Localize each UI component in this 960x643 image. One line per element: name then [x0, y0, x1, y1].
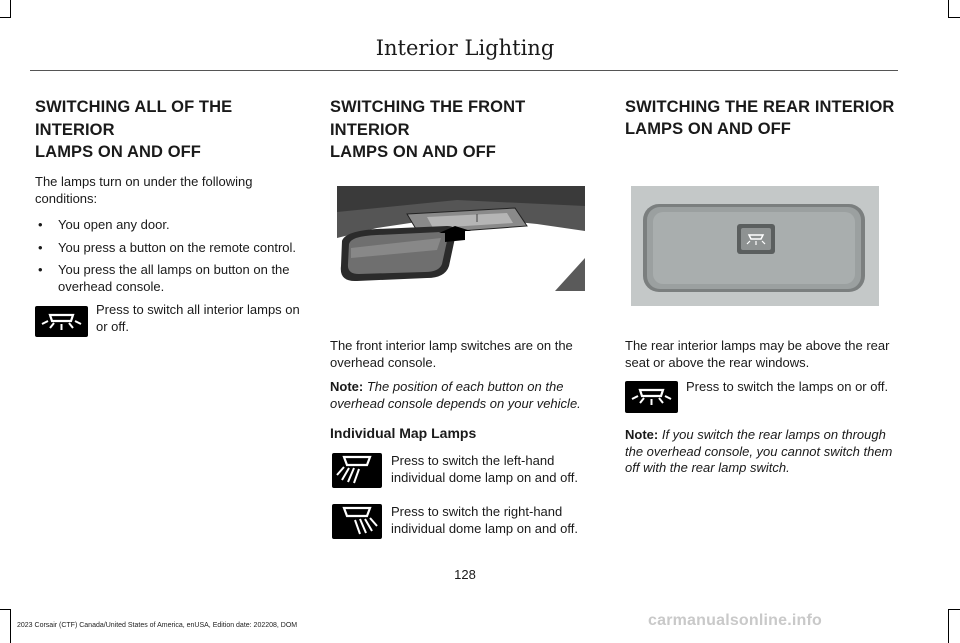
- left-map-lamp-instruction: Press to switch the left-hand individual dome lamp on and off.: [391, 453, 578, 485]
- right-map-lamp-row: [330, 502, 602, 544]
- section-heading-line2: LAMPS ON AND OFF: [625, 120, 791, 138]
- dome-lamp-icon: [625, 381, 678, 413]
- crop-mark-top-left-v: [10, 0, 11, 18]
- left-map-lamp-icon: [332, 453, 382, 488]
- section-heading-line2: LAMPS ON AND OFF: [35, 143, 201, 161]
- rear-note: [625, 427, 897, 477]
- all-lamps-instruction: Press to switch all interior lamps on or off.: [96, 302, 300, 334]
- conditions-list: [35, 217, 310, 295]
- overhead-console-photo: [337, 186, 585, 291]
- section-heading-line1: SWITCHING THE FRONT INTERIOR: [330, 98, 526, 139]
- rear-lamp-switch-photo: [631, 186, 879, 306]
- list-item: • You open any door.: [35, 217, 310, 234]
- right-map-lamp-instruction: Press to switch the right-hand individual dome lamp on and off.: [391, 504, 578, 536]
- intro-paragraph: The lamps turn on under the following conditions:: [35, 174, 253, 206]
- dome-lamp-icon: [35, 306, 88, 337]
- page-number: 128: [454, 567, 476, 582]
- front-lamps-body: [330, 338, 602, 544]
- rear-lamp-icon-row: [625, 378, 897, 420]
- all-lamps-icon-row: [35, 303, 310, 343]
- section-all-lamps: [35, 96, 310, 343]
- list-item: • You press a button on the remote control.: [35, 240, 310, 257]
- rear-lamps-body: [625, 338, 897, 477]
- front-desc: The front interior lamp switches are on the overhead console.: [330, 338, 573, 370]
- header-divider: [30, 70, 898, 71]
- page-header-title: Interior Lighting: [375, 36, 555, 60]
- crop-mark-bottom-left-v: [10, 609, 11, 643]
- note-text: If you switch the rear lamps on through the overhead console, you cannot switch them off with the rear lamp switch.: [625, 427, 893, 475]
- crop-mark-top-right-v: [948, 0, 949, 18]
- section-front-lamps: [330, 96, 602, 164]
- crop-mark-bottom-left-h: [0, 609, 11, 610]
- watermark: carmanualsonline.info: [648, 612, 823, 629]
- edition-footer: 2023 Corsair (CTF) Canada/United States of America, enUSA, Edition date: 202208, DOM: [17, 622, 298, 629]
- note-label: Note:: [625, 427, 659, 442]
- rear-desc: The rear interior lamps may be above the rear seat or above the rear windows.: [625, 338, 890, 370]
- note-text: The position of each button on the overhead console depends on your vehicle.: [330, 379, 581, 411]
- rear-lamp-instruction: Press to switch the lamps on or off.: [686, 379, 889, 394]
- crop-mark-bottom-right-h: [948, 609, 960, 610]
- crop-mark-top-right-h: [948, 17, 960, 18]
- map-lamps-subheading: Individual Map Lamps: [330, 425, 477, 441]
- section-rear-lamps: [625, 96, 897, 141]
- list-item: • You press the all lamps on button on the overhead console.: [35, 262, 310, 295]
- crop-mark-bottom-right-v: [948, 609, 949, 643]
- front-note: [330, 379, 602, 412]
- note-label: Note:: [330, 379, 364, 394]
- section-heading-line1: SWITCHING ALL OF THE INTERIOR: [35, 98, 233, 139]
- right-map-lamp-icon: [332, 504, 382, 539]
- section-heading-line2: LAMPS ON AND OFF: [330, 143, 496, 161]
- section-heading-line1: SWITCHING THE REAR INTERIOR: [625, 98, 895, 116]
- left-map-lamp-row: [330, 451, 602, 493]
- crop-mark-top-left-h: [0, 17, 11, 18]
